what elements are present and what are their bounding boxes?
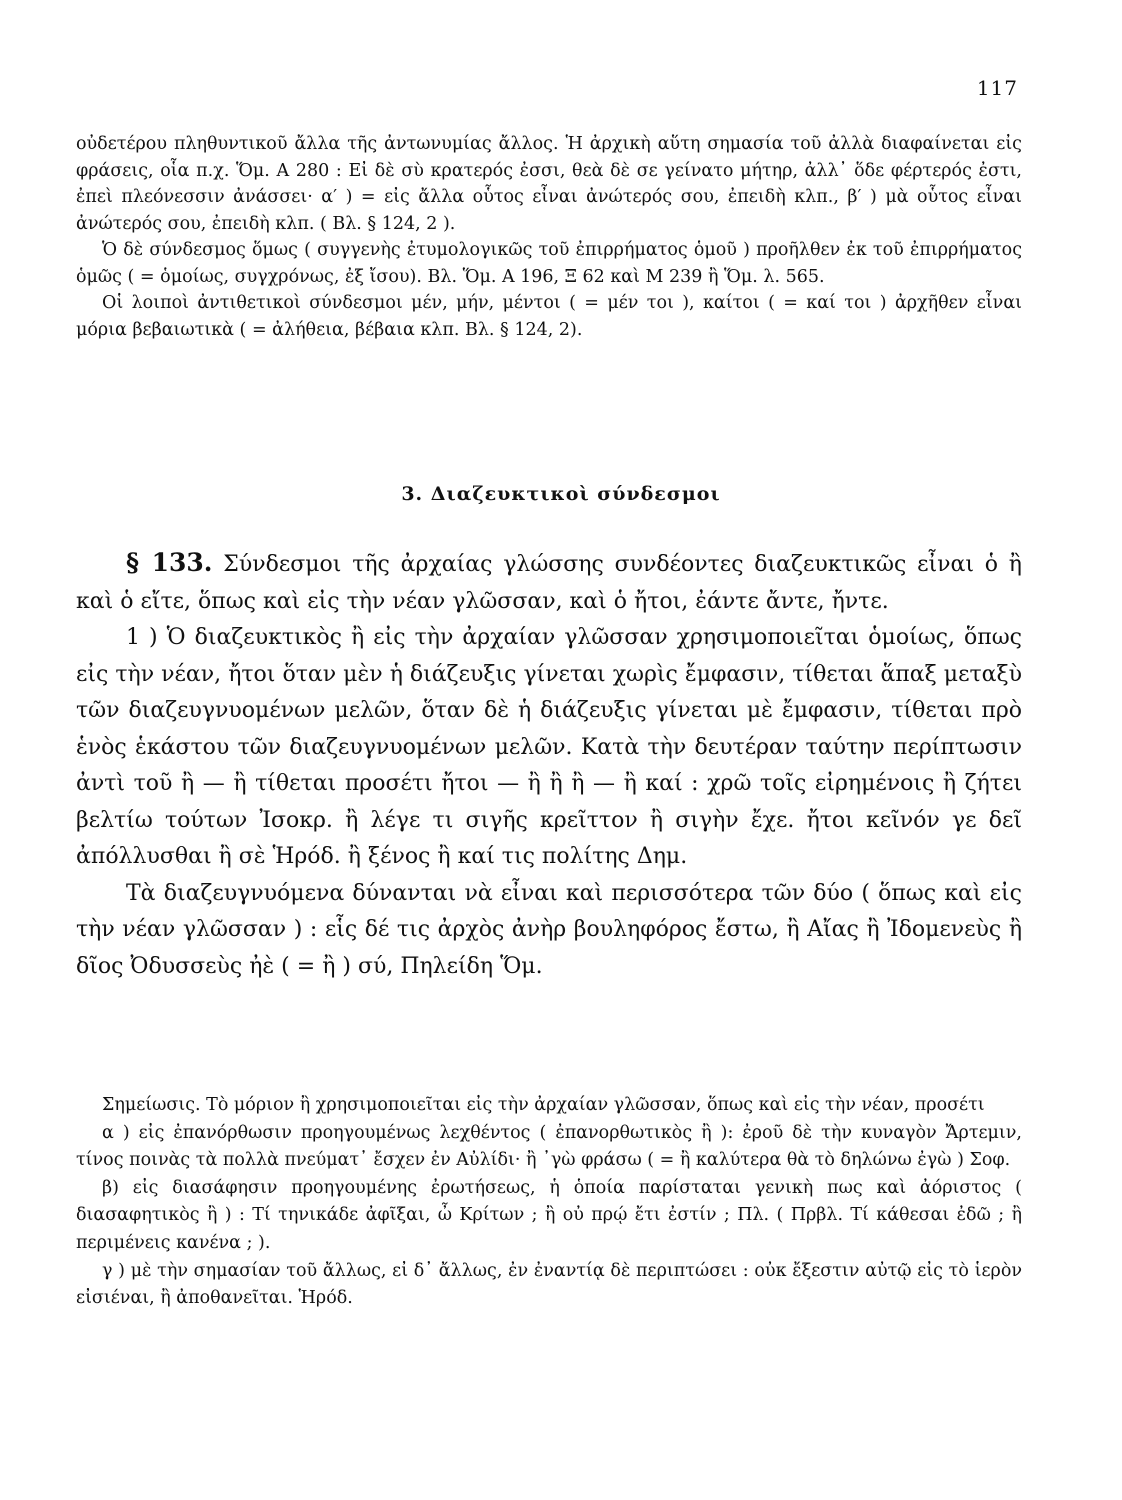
- section-133-block: [76, 545, 1022, 985]
- note-paragraph: γ ) μὲ τὴν σημασίαν τοῦ ἄλλως, εἰ δ᾽ ἄλλως, ἐν ἐναντίᾳ δὲ περιπτώσει : οὐκ ἔξεστιν αὐτῷ εἰς τὸ ἱερὸν εἰσιέναι, ἢ ἀποθανεῖται. Ἡρόδ.: [76, 1260, 1022, 1309]
- top-text-block: [76, 131, 1022, 343]
- section-heading: 3. Διαζευκτικοὶ σύνδεσμοι: [401, 483, 721, 505]
- paragraph: [76, 545, 1022, 620]
- note-paragraph: α ) εἰς ἐπανόρθωσιν προηγουμένως λεχθέντος ( ἐπανορθωτικὸς ἢ ): ἐροῦ δὲ τὴν κυναγὸν Ἄρτεμιν, τίνος ποινὰς τὰ πολλὰ πνεύματ᾽ ἔσχεν ἐν Αὐλίδι· ἢ ᾽γὼ φράσω ( = ἢ καλύτερα θὰ τὸ δηλώνω ἐγὼ ) Σοφ.: [76, 1122, 1022, 1171]
- note-paragraph: β) εἰς διασάφησιν προηγουμένης ἐρωτήσεως, ἡ ὁποία παρίσταται γενικὴ πως καὶ ἀόριστος ( διασαφητικὸς ἢ ) : Τί τηνικάδε ἀφῖξαι, ὦ Κρίτων ; ἢ οὐ πρῴ ἔτι ἐστίν ; Πλ. ( Πρβλ. Τί κάθεσαι ἐδῶ ; ἢ περιμένεις κανένα ; ).: [76, 1177, 1022, 1253]
- paragraph: οὐδετέρου πληθυντικοῦ ἄλλα τῆς ἀντωνυμίας ἄλλος. Ἡ ἀρχικὴ αὕτη σημασία τοῦ ἀλλὰ διαφαίνεται εἰς φράσεις, οἷα π.χ. Ὅμ. Α 280 : Εἰ δὲ σὺ κρατερός ἐσσι, θεὰ δὲ σε γείνατο μήτηρ, ἀλλ᾽ ὅδε φέρτερός ἐστι, ἐπεὶ πλεόνεσσιν ἀνάσσει· α′ ) = εἰς ἄλλα οὗτος εἶναι ἀνώτερός σου, ἐπειδὴ κλπ., β′ ) μὰ οὗτος εἶναι ἀνώτερός σου, ἐπειδὴ κλπ. ( Βλ. § 124, 2 ).: [76, 134, 1022, 234]
- paragraph: Ὁ δὲ σύνδεσμος ὅμως ( συγγενὴς ἐτυμολογικῶς τοῦ ἐπιρρήματος ὁμοῦ ) προῆλθεν ἐκ τοῦ ἐπιρρήματος ὁμῶς ( = ὁμοίως, συγχρόνως, ἐξ ἴσου). Βλ. Ὅμ. Α 196, Ξ 62 καὶ Μ 239 ἢ Ὅμ. λ. 565.: [76, 240, 1022, 287]
- paragraph-text: Σύνδεσμοι τῆς ἀρχαίας γλώσσης συνδέοντες διαζευκτικῶς εἶναι ὁ ἢ καὶ ὁ εἴτε, ὅπως καὶ εἰς τὴν νέαν γλῶσσαν, καὶ ὁ ἤτοι, ἐάντε ἄντε, ἤντε.: [76, 552, 1022, 614]
- note-paragraph: Σημείωσις. Τὸ μόριον ἢ χρησιμοποιεῖται εἰς τὴν ἀρχαίαν γλῶσσαν, ὅπως καὶ εἰς τὴν νέαν, προσέτι: [102, 1095, 985, 1115]
- paragraph: 1 ) Ὁ διαζευκτικὸς ἢ εἰς τὴν ἀρχαίαν γλῶσσαν χρησιμοποιεῖται ὁμοίως, ὅπως εἰς τὴν νέαν, ἤτοι ὅταν μὲν ἡ διάζευξις γίνεται χωρὶς ἔμφασιν, τίθεται ἅπαξ μεταξὺ τῶν διαζευγνυομένων μελῶν, ὅταν δὲ ἡ διάζευξις γίνεται μὲ ἔμφασιν, τίθεται πρὸ ἑνὸς ἑκάστου τῶν διαζευγνυομένων μελῶν. Κατὰ τὴν δευτέραν ταύτην περίπτωσιν ἀντὶ τοῦ ἢ — ἢ τίθεται προσέτι ἤτοι — ἢ ἢ ἢ — ἢ καί : χρῶ τοῖς εἰρημένοις ἢ ζήτει βελτίω τούτων Ἰσοκρ. ἢ λέγε τι σιγῆς κρεῖττον ἢ σιγὴν ἔχε. ἤτοι κεῖνόν γε δεῖ ἀπόλλυσθαι ἢ σὲ Ἡρόδ. ἢ ξένος ἢ καί τις πολίτης Δημ.: [76, 625, 1022, 869]
- note-block: [76, 1092, 1022, 1313]
- section-number: § 133.: [126, 548, 213, 577]
- paragraph: Τὰ διαζευγνυόμενα δύνανται νὰ εἶναι καὶ περισσότερα τῶν δύο ( ὅπως καὶ εἰς τὴν νέαν γλῶσσαν ) : εἷς δέ τις ἀρχὸς ἀνὴρ βουληφόρος ἔστω, ἢ Αἴας ἢ Ἰδομενεὺς ἢ δῖος Ὀδυσσεὺς ἠὲ ( = ἢ ) σύ, Πηλείδη Ὅμ.: [76, 880, 1022, 979]
- page-number: 117: [976, 76, 1018, 100]
- paragraph: Οἱ λοιποὶ ἀντιθετικοὶ σύνδεσμοι μέν, μήν, μέντοι ( = μέν τοι ), καίτοι ( = καί τοι ) ἀρχῆθεν εἶναι μόρια βεβαιωτικὰ ( = ἀλήθεια, βέβαια κλπ. Βλ. § 124, 2).: [76, 293, 1022, 340]
